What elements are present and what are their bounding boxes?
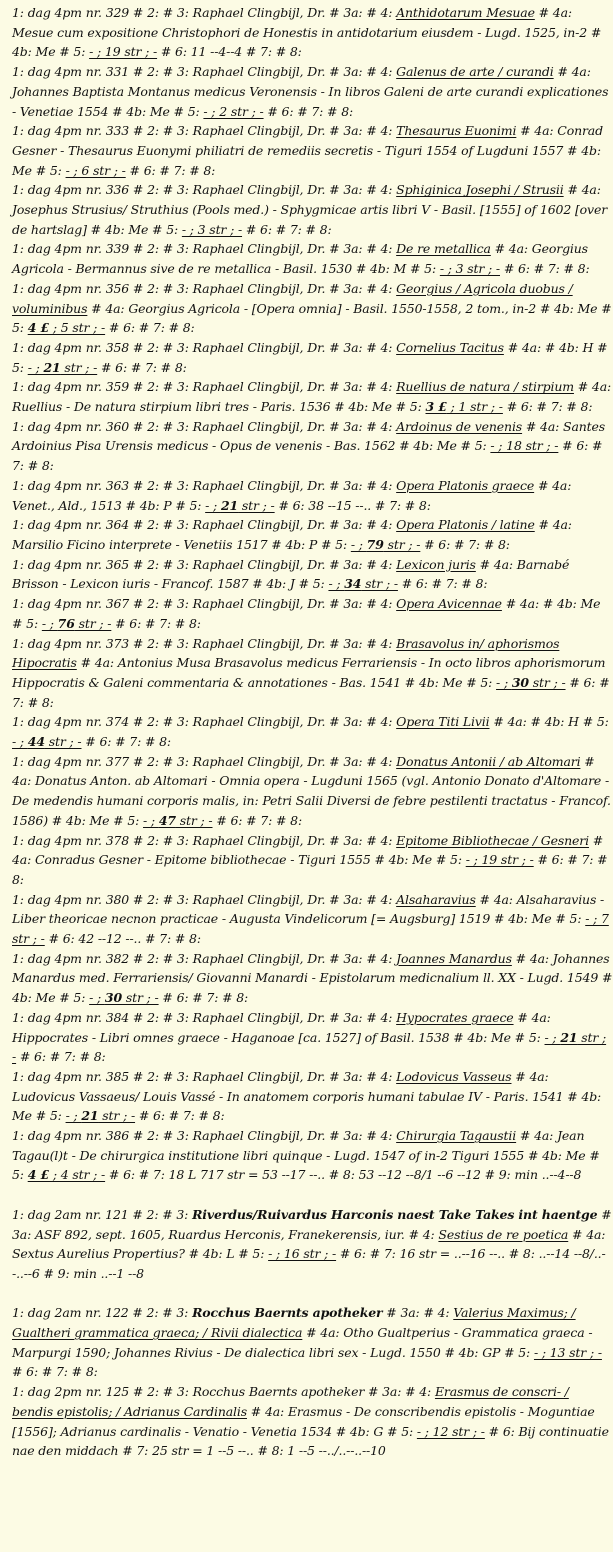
entry-text: 1: dag 4pm nr. 382 # 2: # 3: Raphael Clingbijl, Dr. # 3a: # 4:: [12, 950, 397, 966]
underlined-field: Anthidotarum Mesuae: [396, 5, 535, 20]
entry-text: # 4a: Josephus Strusius/ Struthius (Pools med.) - Sphygmicae artis libri V - Basil. [1555] of 1602 [over de hartslag] # 4b: Me # 5:: [12, 182, 608, 237]
entry-text: # 6: # 7: # 8:: [242, 221, 332, 237]
record-entry: [12, 121, 613, 180]
underlined-field: Opera Platonis graece: [396, 477, 535, 493]
bold-name: Riverdus/Ruivardus Harconis naest Take Takes int haentge: [192, 1206, 598, 1222]
entry-text: 1: dag 4pm nr. 336 # 2: # 3: Raphael Clingbijl, Dr. # 3a: # 4:: [12, 182, 397, 198]
entry-text: # 6: 38 --15 --.. # 7: # 8:: [274, 497, 431, 513]
underlined-field: Lodovicus Vasseus: [396, 1068, 512, 1084]
underlined-field: - ; 21 str ; -: [12, 1029, 607, 1065]
bold-amount: 34: [344, 576, 362, 592]
record-entry: [12, 279, 613, 338]
entry-text: 1: dag 2am nr. 121 # 2: # 3:: [12, 1206, 193, 1222]
record-entry: [12, 377, 613, 416]
entry-text: 1: dag 4pm nr. 367 # 2: # 3: Raphael Clingbijl, Dr. # 3a: # 4:: [12, 596, 397, 612]
bold-amount: 21: [43, 359, 61, 375]
entry-text: # 4a: Donatus Anton. ab Altomari - Omnia opera - Lugduni 1565 (vgl. Antonio Donato d'Altomare - De medendis humani corporis malis, in: Petri Salii Diversi de febre pestilenti tractatus - Francof. 1586) # 4b: Me # 5:: [12, 753, 611, 828]
entry-text: # 6: # 7: # 8:: [500, 261, 590, 277]
entry-text: 1: dag 4pm nr. 386 # 2: # 3: Raphael Clingbijl, Dr. # 3a: # 4:: [12, 1128, 397, 1144]
bold-amount: 79: [366, 536, 384, 552]
entry-text: 1: dag 4pm nr. 373 # 2: # 3: Raphael Clingbijl, Dr. # 3a: # 4:: [12, 635, 397, 651]
underlined-field: - ; 16 str ; -: [268, 1246, 337, 1262]
entry-text: # 4a: Johannes Manardus med. Ferrariensis/ Giovanni Manardi - Epistolarum medicnalium ll. XX - Lugd. 1549 # 4b: Me # 5:: [12, 950, 613, 1006]
underlined-field: Epitome Bibliothecae / Gesneri: [396, 832, 589, 848]
entry-text: # 4a: Barnabé Brisson - Lexicon iuris - Francof. 1587 # 4b: J # 5:: [12, 556, 570, 592]
entry-text: # 6: # 7: # 8:: [158, 990, 249, 1006]
entry-text: 1: dag 2pm nr. 125 # 2: # 3: Rocchus Baernts apotheker # 3a: # 4:: [12, 1384, 435, 1400]
entry-text: 1: dag 4pm nr. 363 # 2: # 3: Raphael Clingbijl, Dr. # 3a: # 4:: [12, 477, 397, 493]
record-entry: [12, 634, 613, 713]
underlined-field: Hypocrates graece: [396, 1009, 514, 1025]
underlined-field: Erasmus de conscri- / bendis epistolis; / Adrianus Cardinalis: [12, 1384, 569, 1419]
entry-text: # 6: # 7: # 8:: [125, 162, 216, 178]
underlined-field: Donatus Antonii / ab Altomari: [396, 753, 581, 769]
record-entry: [12, 1008, 613, 1067]
underlined-field: Opera Platonis / latine: [396, 517, 535, 533]
entry-text: # 6: 11 --4--4 # 7: # 8:: [157, 44, 302, 60]
bold-amount: 21: [81, 1108, 99, 1124]
record-entry: [12, 62, 613, 121]
bold-amount: 21: [220, 497, 239, 513]
entry-text: # 6: # 7: # 8:: [12, 852, 608, 887]
entry-text: 1: dag 4pm nr. 378 # 2: # 3: Raphael Clingbijl, Dr. # 3a: # 4:: [12, 832, 397, 848]
underlined-field: Sestius de re poetica: [438, 1226, 569, 1242]
record-entry: [12, 1382, 613, 1461]
record-entry: [12, 890, 613, 949]
record-entry: [12, 180, 613, 239]
underlined-field: - ; 19 str ; -: [465, 852, 534, 868]
entry-text: # 6: # 7: 18 L 717 str = 53 --17 --.. # 8: 53 --12 --8/1 --6 --12 # 9: min ..--4--8: [105, 1167, 582, 1183]
record-entry: [12, 1303, 613, 1382]
entry-text: # 6: # 7: # 8:: [105, 320, 195, 336]
underlined-field: - ; 12 str ; -: [416, 1423, 485, 1439]
underlined-field: - ; 30 str ; -: [89, 990, 159, 1006]
underlined-field: - ; 30 str ; -: [496, 674, 566, 690]
underlined-field: Sphiginica Josephi / Strusii: [396, 182, 564, 198]
underlined-field: - ; 13 str ; -: [533, 1344, 602, 1360]
entry-text: # 6: # 7: # 8:: [135, 1108, 225, 1124]
record-entry: [12, 417, 613, 476]
underlined-field: Lexicon juris: [396, 556, 476, 572]
entry-text: 1: dag 4pm nr. 356 # 2: # 3: Raphael Clingbijl, Dr. # 3a: # 4:: [12, 280, 397, 296]
underlined-field: Georgius / Agricola duobus / voluminibus: [12, 280, 573, 316]
entry-text: 1: dag 4pm nr. 385 # 2: # 3: Raphael Clingbijl, Dr. # 3a: # 4:: [12, 1068, 397, 1084]
underlined-field: - ; 7 str ; -: [12, 911, 609, 947]
record-entry: [12, 1205, 613, 1284]
entry-text: 1: dag 4pm nr. 359 # 2: # 3: Raphael Clingbijl, Dr. # 3a: # 4:: [12, 379, 397, 395]
underlined-field: Chirurgia Tagaustii: [396, 1128, 517, 1144]
entry-text: # 4a: Hippocrates - Libri omnes graece - Haganoae [ca. 1527] of Basil. 1538 # 4b: Me # 5:: [12, 1009, 551, 1045]
underlined-field: - ; 21 str ; -: [65, 1108, 136, 1124]
entry-text: # 6: # 7: # 8:: [12, 674, 610, 710]
entry-text: # 6: # 7: 16 str = ..--16 --.. # 8: ..--14 --8/..--..--6 # 9: min ..--1 --8: [12, 1246, 606, 1281]
entry-text: # 4a: Jean Tagau(l)t - De chirurgica institutione libri quinque - Lugd. 1547 of in-2 Tiguri 1555 # 4b: Me # 5:: [12, 1128, 600, 1183]
entry-text: # 6: Bij continuatie nae den middach # 7: 25 str = 1 --5 --.. # 8: 1 --5 --../..--..--10: [12, 1423, 609, 1459]
underlined-field: Opera Avicennae: [396, 596, 502, 612]
underlined-field: - ; 3 str ; -: [439, 261, 500, 277]
entry-text: # 4a: Sextus Aurelius Propertius? # 4b: L # 5:: [12, 1226, 606, 1262]
entry-text: # 6: # 7: # 8:: [397, 576, 488, 592]
entry-text: # 3a: ASF 892, sept. 1605, Ruardus Herconis, Franekerensis, iur. # 4:: [12, 1206, 612, 1242]
record-entry: [12, 1126, 613, 1185]
record-entry: [12, 476, 613, 515]
underlined-field: - ; 6 str ; -: [65, 162, 126, 178]
entry-text: # 4a: Mesue cum expositione Christophori de Honestis in antidotarium eiusdem - Lugd. 1525, in-2 # 4b: Me # 5:: [12, 5, 602, 60]
entry-text: 1: dag 4pm nr. 331 # 2: # 3: Raphael Clingbijl, Dr. # 3a: # 4:: [12, 64, 397, 80]
entry-text: # 6: 42 --12 --.. # 7: # 8:: [44, 931, 201, 947]
underlined-field: Cornelius Tacitus: [396, 339, 504, 355]
record-entry: [12, 1067, 613, 1126]
bold-amount: 76: [57, 615, 75, 631]
entry-text: 1: dag 4pm nr. 333 # 2: # 3: Raphael Clingbijl, Dr. # 3a: # 4:: [12, 123, 397, 139]
underlined-field: Brasavolus in/ aphorismos Hipocratis: [12, 635, 560, 671]
underlined-field: 4 £ ; 4 str ; -: [27, 1167, 106, 1183]
record-entry: [12, 712, 613, 751]
entry-text: # 4a: Alsaharavius - Liber theoricae necnon practicae - Augusta Vindelicorum [= Augsburg] 1519 # 4b: Me # 5:: [12, 891, 605, 927]
underlined-field: - ; 34 str ; -: [328, 576, 398, 592]
entry-text: # 6: # 7: # 8:: [81, 734, 171, 750]
record-entry: [12, 555, 613, 594]
underlined-field: Joannes Manardus: [396, 950, 512, 966]
record-entry: [12, 338, 613, 377]
record-entry: [12, 831, 613, 890]
underlined-field: Ruellius de natura / stirpium: [396, 379, 574, 395]
underlined-field: Alsaharavius: [396, 891, 476, 907]
entry-text: # 4a: # 4b: H # 5:: [12, 339, 608, 375]
underlined-field: Galenus de arte / curandi: [396, 64, 554, 80]
underlined-field: - ; 19 str ; -: [89, 44, 158, 60]
entry-text: 1: dag 4pm nr. 364 # 2: # 3: Raphael Clingbijl, Dr. # 3a: # 4:: [12, 517, 397, 533]
entry-text: # 4a: Venet., Ald., 1513 # 4b: P # 5:: [12, 477, 572, 513]
entry-text: # 6: # 7: # 8:: [212, 812, 303, 828]
underlined-field: - ; 2 str ; -: [203, 103, 264, 119]
underlined-field: 3 £ ; 1 str ; -: [425, 399, 503, 415]
entry-text: 1: dag 4pm nr. 358 # 2: # 3: Raphael Clingbijl, Dr. # 3a: # 4:: [12, 339, 397, 355]
entry-text: 1: dag 4pm nr. 380 # 2: # 3: Raphael Clingbijl, Dr. # 3a: # 4:: [12, 891, 397, 907]
bold-amount: 4 £: [27, 320, 49, 336]
bold-amount: 3 £: [425, 399, 447, 415]
entry-text: # 6: # 7: # 8:: [263, 103, 354, 119]
entry-text: # 3a: # 4:: [382, 1305, 454, 1321]
entry-text: 1: dag 4pm nr. 377 # 2: # 3: Raphael Clingbijl, Dr. # 3a: # 4:: [12, 753, 397, 769]
underlined-field: - ; 44 str ; -: [12, 734, 82, 750]
record-entry: [12, 3, 613, 62]
underlined-field: - ; 21 str ; -: [27, 359, 98, 375]
underlined-field: - ; 21 str ; -: [205, 497, 275, 513]
underlined-field: - ; 79 str ; -: [350, 536, 421, 552]
bold-amount: 4 £: [27, 1167, 49, 1183]
underlined-field: Ardoinus de venenis: [396, 418, 523, 434]
underlined-field: Thesaurus Euonimi: [396, 123, 517, 139]
bold-amount: 21: [560, 1029, 578, 1045]
entry-text: # 6: # 7: # 8:: [16, 1049, 106, 1065]
record-entry: [12, 239, 613, 278]
entry-text: # 4a: Conrad Gesner - Thesaurus Euonymi philiatri de remediis secretis - Tiguri 1554 of Lugduni 1557 # 4b: Me # 5:: [12, 123, 603, 178]
bold-amount: 47: [158, 812, 176, 828]
entry-text: 1: dag 4pm nr. 374 # 2: # 3: Raphael Clingbijl, Dr. # 3a: # 4:: [12, 714, 397, 730]
entry-text: # 4a: Ruellius - De natura stirpium libri tres - Paris. 1536 # 4b: Me # 5:: [12, 379, 612, 415]
entry-text: # 4a: Conradus Gesner - Epitome bibliothecae - Tiguri 1555 # 4b: Me # 5:: [12, 832, 604, 868]
entry-text: 1: dag 4pm nr. 365 # 2: # 3: Raphael Clingbijl, Dr. # 3a: # 4:: [12, 556, 397, 572]
entry-text: 1: dag 4pm nr. 329 # 2: # 3: Raphael Clingbijl, Dr. # 3a: # 4:: [12, 5, 397, 20]
entry-text: # 4a: Santes Ardoinius Pisa Urensis medicus - Opus de venenis - Bas. 1562 # 4b: Me # 5:: [12, 418, 606, 454]
entry-text: # 4a: Marsilio Ficino interprete - Venetiis 1517 # 4b: P # 5:: [12, 517, 572, 552]
underlined-field: Valerius Maximus; / Gualtheri grammatica graeca; / Rivii dialectica: [12, 1305, 576, 1341]
entry-text: 1: dag 4pm nr. 384 # 2: # 3: Raphael Clingbijl, Dr. # 3a: # 4:: [12, 1009, 397, 1025]
entry-text: # 4a: Johannes Baptista Montanus medicus Veronensis - In libros Galeni de arte curandi explicationes - Venetiae 1554 # 4b: Me # 5:: [12, 64, 609, 119]
entry-text: 1: dag 2am nr. 122 # 2: # 3:: [12, 1305, 193, 1321]
entry-text: # 4a: # 4b: Me # 5:: [12, 596, 601, 631]
underlined-field: Opera Titi Livii: [396, 714, 490, 730]
entry-text: # 4a: Georgius Agricola - [Opera omnia] - Basil. 1550-1558, 2 tom., in-2 # 4b: Me # 5:: [12, 300, 612, 336]
underlined-field: - ; 18 str ; -: [490, 438, 559, 454]
entry-text: 1: dag 4pm nr. 339 # 2: # 3: Raphael Clingbijl, Dr. # 3a: # 4:: [12, 241, 397, 257]
underlined-field: - ; 76 str ; -: [41, 615, 112, 631]
record-entry: [12, 594, 613, 633]
entry-text: # 6: # 7: # 8:: [97, 359, 187, 375]
entry-text: # 6: # 7: # 8:: [420, 536, 510, 552]
entry-text: # 6: # 7: # 8:: [12, 438, 603, 474]
entry-text: # 6: # 7: # 8:: [111, 615, 201, 631]
bold-amount: 44: [27, 734, 45, 750]
bold-name: Rocchus Baernts apotheker: [192, 1305, 383, 1321]
entry-text: 1: dag 4pm nr. 360 # 2: # 3: Raphael Clingbijl, Dr. # 3a: # 4:: [12, 418, 397, 434]
entry-text: # 4a: Georgius Agricola - Bermannus sive de re metallica - Basil. 1530 # 4b: M # 5:: [12, 241, 588, 277]
bold-amount: 30: [104, 990, 123, 1006]
underlined-field: - ; 3 str ; -: [181, 221, 243, 237]
entry-text: # 6: # 7: # 8:: [502, 399, 593, 415]
underlined-field: 4 £ ; 5 str ; -: [27, 320, 106, 336]
record-entry: [12, 515, 613, 554]
underlined-field: De re metallica: [396, 241, 491, 257]
entry-text: # 4a: # 4b: H # 5:: [489, 714, 609, 730]
entry-text: # 4a: Ludovicus Vassaeus/ Louis Vassé - In anatomem corporis humani tabulae IV - Paris. 1541 # 4b: Me # 5:: [12, 1068, 602, 1124]
underlined-field: - ; 47 str ; -: [143, 812, 213, 828]
entry-text: # 6: # 7: # 8:: [12, 1364, 98, 1380]
entry-text: # 4a: Antonius Musa Brasavolus medicus Ferrariensis - In octo libros aphorismorum Hippocratis & Galeni commentaria & annotationes - Bas. 1541 # 4b: Me # 5:: [12, 655, 606, 690]
entry-text: # 4a: Erasmus - De conscribendis epistolis - Moguntiae [1556]; Adrianus cardinalis - Venatio - Venetia 1534 # 4b: G # 5:: [12, 1403, 595, 1439]
record-entry: [12, 752, 613, 831]
bold-amount: 30: [511, 674, 529, 690]
record-entry: [12, 949, 613, 1008]
entry-text: # 4a: Otho Gualtperius - Grammatica graeca - Marpurgi 1590; Johannes Rivius - De dialectica libri sex - Lugd. 1550 # 4b: GP # 5:: [12, 1325, 593, 1360]
